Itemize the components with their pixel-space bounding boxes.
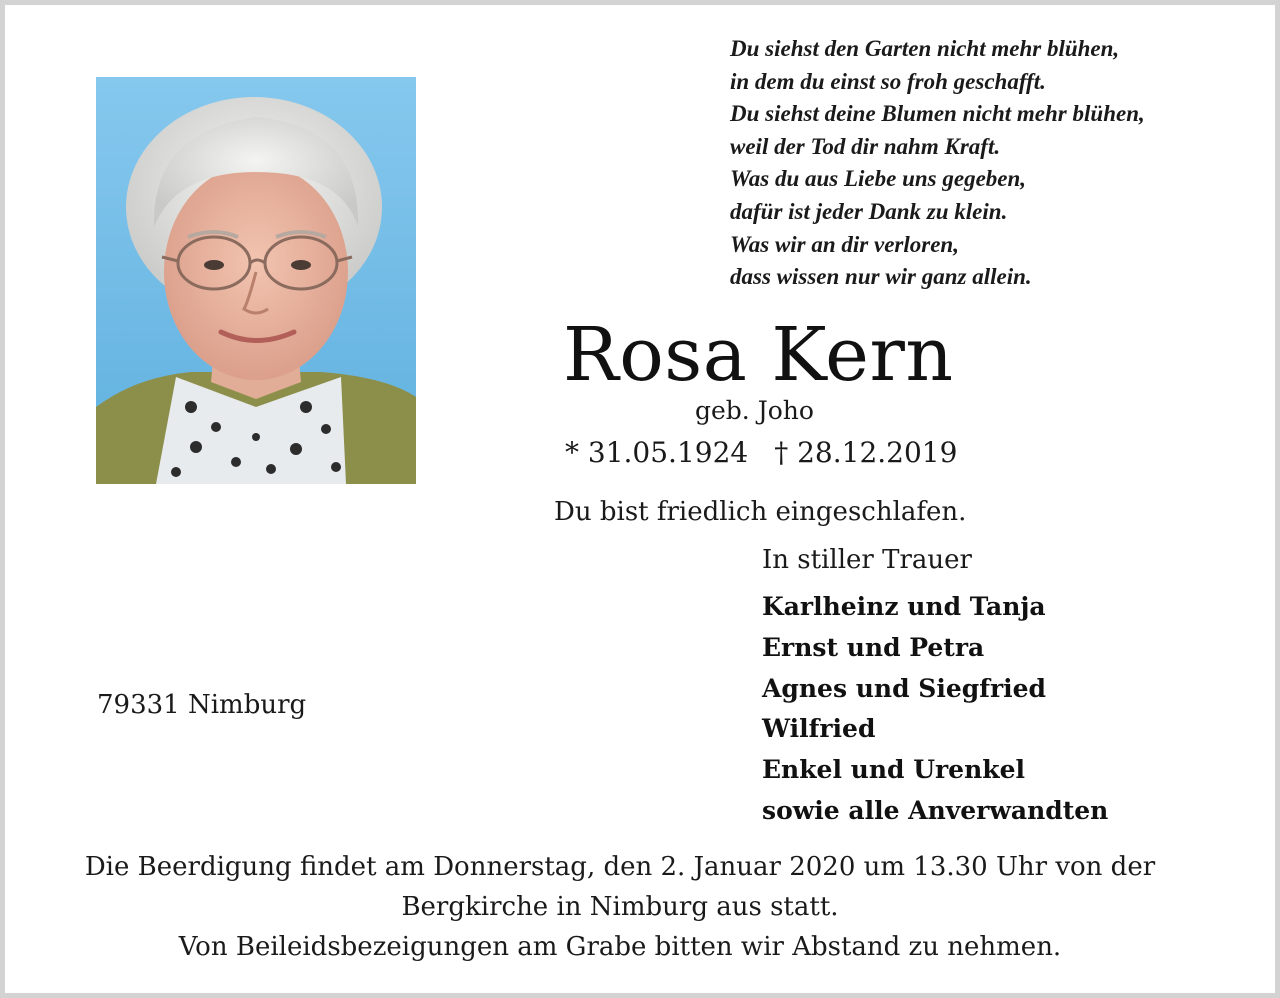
- farewell-text: Du bist friedlich eingeschlafen.: [554, 497, 967, 527]
- deceased-name: Rosa Kern: [563, 312, 954, 398]
- mourner: Karlheinz und Tanja: [762, 592, 1046, 621]
- poem-line: weil der Tod dir nahm Kraft.: [730, 133, 1001, 159]
- death-date: † 28.12.2019: [774, 436, 958, 469]
- funeral-line: Die Beerdigung findet am Donnerstag, den 2. Januar 2020 um 13.30 Uhr von der: [84, 852, 1156, 882]
- mourners-list: [762, 587, 1108, 832]
- portrait-photo: [96, 77, 416, 484]
- mourning-intro: In stiller Trauer: [762, 545, 972, 575]
- life-dates: [565, 435, 957, 471]
- poem-line: dass wissen nur wir ganz allein.: [730, 264, 1032, 290]
- birth-name: geb. Joho: [695, 396, 814, 425]
- obituary-card: [5, 5, 1275, 993]
- place: 79331 Nimburg: [97, 690, 307, 720]
- poem-line: Du siehst den Garten nicht mehr blühen,: [730, 36, 1120, 61]
- funeral-notice: [0, 847, 1275, 967]
- poem: [730, 33, 1145, 294]
- poem-line: Was du aus Liebe uns gegeben,: [730, 166, 1027, 192]
- mourner: Wilfried: [762, 714, 876, 744]
- mourner: Enkel und Urenkel: [762, 755, 1025, 785]
- mourner: sowie alle Anverwandten: [762, 795, 1109, 825]
- mourner: Agnes und Siegfried: [762, 673, 1047, 703]
- poem-line: Was wir an dir verloren,: [730, 231, 959, 257]
- mourner: Ernst und Petra: [762, 632, 985, 662]
- poem-line: dafür ist jeder Dank zu klein.: [730, 198, 1008, 224]
- funeral-line: Von Beileidsbezeigungen am Grabe bitten wir Abstand zu nehmen.: [178, 932, 1062, 962]
- poem-line: in dem du einst so froh geschafft.: [730, 68, 1046, 94]
- birth-date: * 31.05.1924: [565, 436, 749, 469]
- funeral-line: Bergkirche in Nimburg aus statt.: [401, 892, 839, 922]
- poem-line: Du siehst deine Blumen nicht mehr blühen,: [730, 101, 1145, 127]
